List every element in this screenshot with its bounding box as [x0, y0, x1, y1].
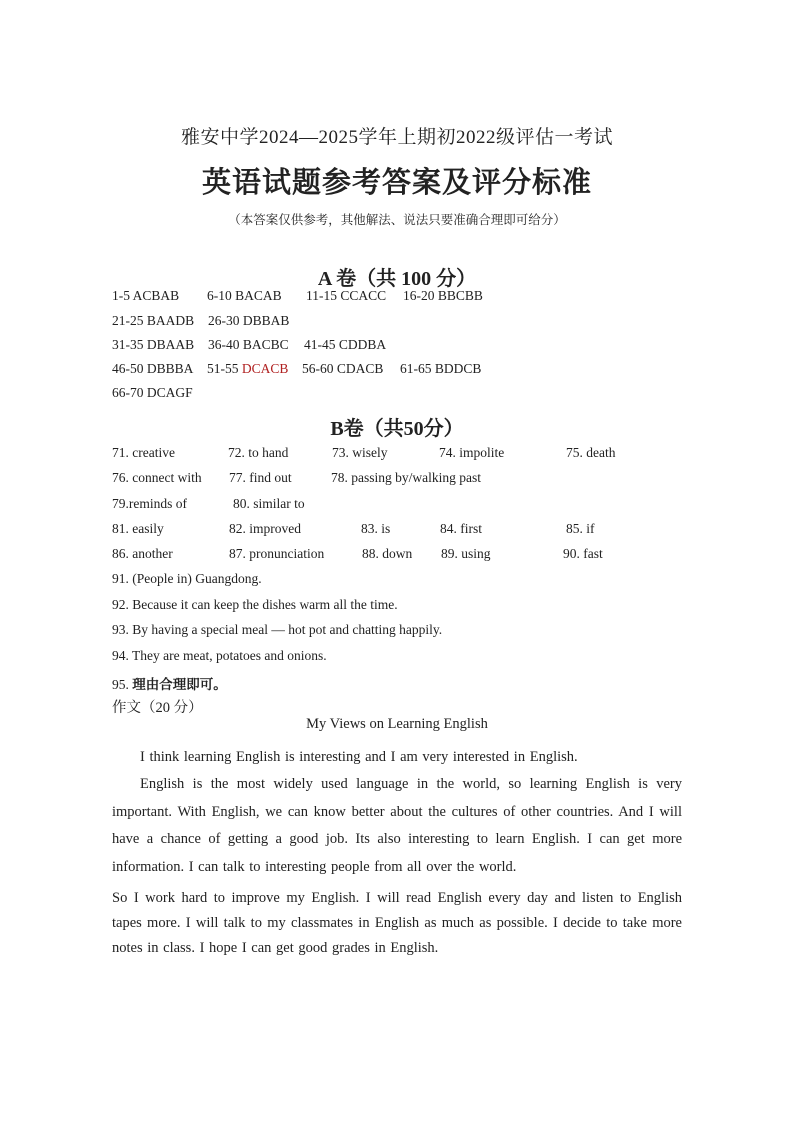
answer-group: 21-25 BAADB	[112, 313, 195, 328]
essay-title: My Views on Learning English	[306, 716, 488, 732]
answer-item: 72. to hand	[228, 445, 289, 460]
answer-91: 91. (People in) Guangdong.	[112, 571, 262, 586]
writing-label: 作文（20 分）	[112, 700, 203, 716]
answer-item: 89. using	[441, 546, 491, 561]
answer-item: 88. down	[362, 546, 413, 561]
answer-item: 73. wisely	[332, 445, 388, 460]
essay-paragraph-1: I think learning English is interesting and I am very interested in English.	[140, 749, 578, 765]
answer-item: 78. passing by/walking past	[331, 470, 481, 485]
answer-group-highlighted	[207, 361, 288, 377]
answer-item: 84. first	[440, 521, 482, 536]
answer-group: 46-50 DBBBA	[112, 361, 194, 376]
answer-group: 16-20 BBCBB	[403, 288, 483, 303]
answer-group: 41-45 CDDBA	[304, 337, 387, 352]
answer-letters-red: DCACB	[241, 361, 289, 376]
answer-item: 87. pronunciation	[229, 546, 325, 561]
answer-item: 80. similar to	[233, 496, 305, 511]
answer-range: 51-55	[207, 361, 242, 376]
answer-95-number: 95.	[112, 677, 133, 692]
answer-94: 94. They are meat, potatoes and onions.	[112, 648, 327, 663]
essay-paragraph-2: English is the most widely used language in the world, so learning English is very important. With English, we can know better about the cultures of other countries. And I will have a chance of getting a good job. Its also interesting to learn English. I can get more information. I can talk to interesting people from all over the world.	[112, 776, 682, 875]
answer-group: 66-70 DCAGF	[112, 385, 193, 400]
answer-group: 6-10 BACAB	[207, 288, 282, 303]
answer-group: 11-15 CCACC	[306, 288, 387, 303]
school-exam-title: 雅安中学2024—2025学年上期初2022级评估一考试	[180, 127, 613, 148]
answer-group: 61-65 BDDCB	[400, 361, 482, 376]
answer-95-text: 理由合理即可。	[132, 677, 227, 692]
answer-item: 90. fast	[563, 546, 603, 561]
answer-item: 86. another	[112, 546, 173, 561]
answer-group: 36-40 BACBC	[208, 337, 289, 352]
answer-group: 56-60 CDACB	[302, 361, 384, 376]
answer-group: 31-35 DBAAB	[112, 337, 195, 352]
scoring-note: （本答案仅供参考，其他解法、说法只要准确合理即可给分）	[228, 212, 566, 227]
answer-92: 92. Because it can keep the dishes warm all the time.	[112, 597, 398, 612]
answer-group: 26-30 DBBAB	[208, 313, 290, 328]
answer-item: 81. easily	[112, 521, 164, 536]
answer-item: 71. creative	[112, 445, 175, 460]
answer-item: 83. is	[361, 521, 391, 536]
answer-group: 1-5 ACBAB	[112, 288, 180, 303]
answer-item: 75. death	[566, 445, 616, 460]
answer-95	[112, 673, 227, 693]
answer-item: 74. impolite	[439, 445, 505, 460]
answer-item: 76. connect with	[112, 470, 202, 485]
answer-93: 93. By having a special meal — hot pot and chatting happily.	[112, 622, 443, 637]
answer-item: 77. find out	[229, 470, 292, 485]
answer-item: 85. if	[566, 521, 595, 536]
section-a-heading: A 卷（共 100 分）	[317, 268, 477, 290]
document-title: 英语试题参考答案及评分标准	[201, 167, 592, 199]
answer-item: 82. improved	[229, 521, 301, 536]
essay-paragraph-3: So I work hard to improve my English. I will read English every day and listen to English tapes more. I will talk to my classmates in English as much as possible. I decide to take more notes in class. I hope I can get good grades in English.	[112, 890, 682, 956]
section-b-heading: B卷（共50分）	[330, 418, 464, 440]
answer-item: 79.reminds of	[112, 496, 187, 511]
